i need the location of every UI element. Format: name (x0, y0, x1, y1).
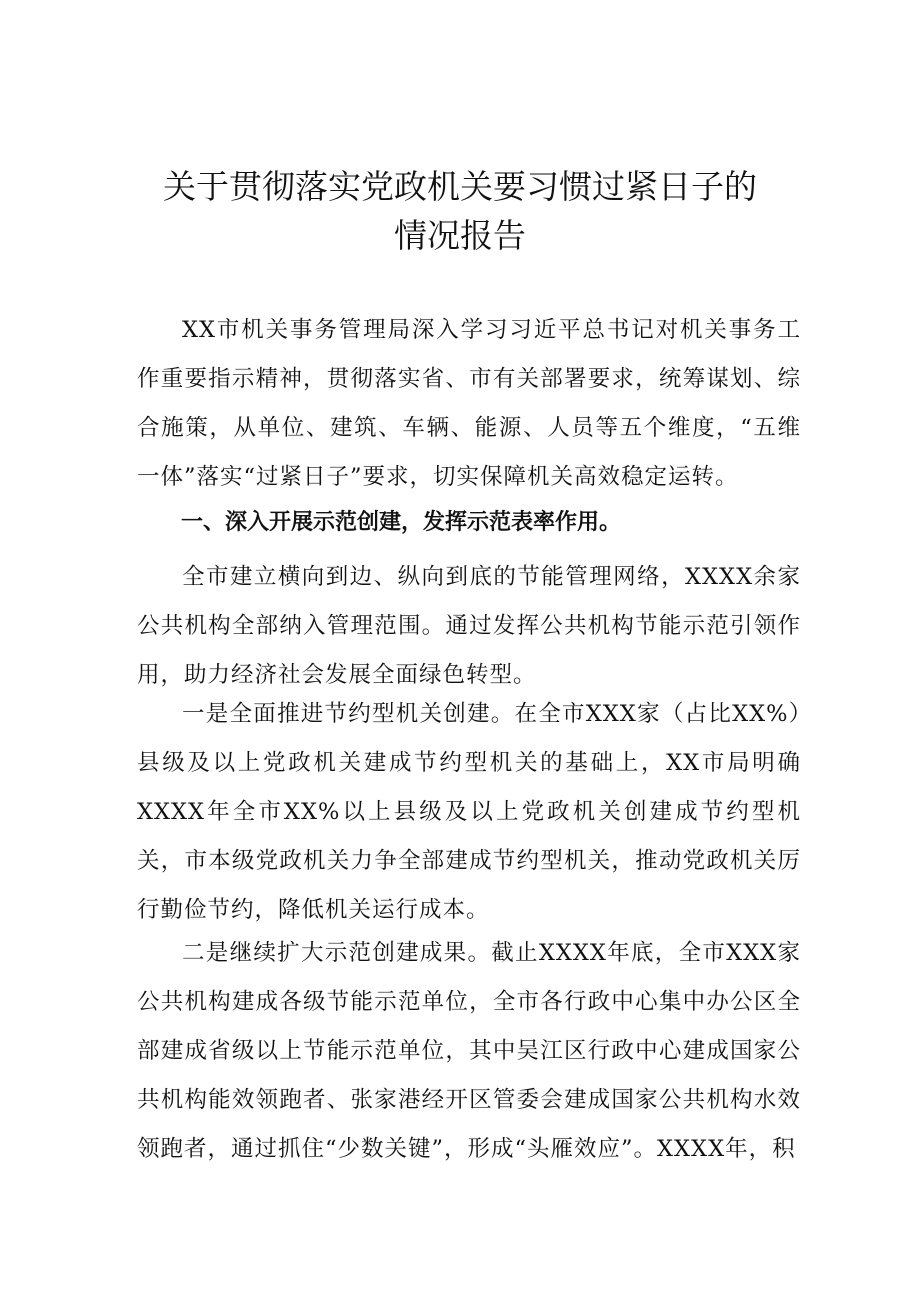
intro-paragraph: XX市机关事务管理局深入学习习近平总书记对机关事务工作重要指示精神，贯彻落实省、市有关部署要求，统筹谋划、综合施策，从单位、建筑、车辆、能源、人员等五个维度，“五维一体”落实“过紧日子”要求，切实保障机关高效稳定运转。 (137, 317, 801, 490)
section-1-paragraph-1: 全市建立横向到边、纵向到底的节能管理网络，XXXX余家公共机构全部纳入管理范围。通过发挥公共机构节能示范引领作用，助力经济社会发展全面绿色转型。 (137, 564, 801, 688)
section-1-paragraph-2: 一是全面推进节约型机关创建。在全市XXX家（占比XX%）县级及以上党政机关建成节约型机关的基础上，XX市局明确XXXX年全市XX%以上县级及以上党政机关创建成节约型机关，市本级党政机关力争全部建成节约型机关，推动党政机关厉行勤俭节约，降低机关运行成本。 (137, 701, 801, 923)
section-heading-1: 一、深入开展示范创建，发挥示范表率作用。 (181, 510, 622, 535)
document-title-line-1: 关于贯彻落实党政机关要习惯过紧日子的 (163, 167, 757, 206)
section-1-paragraph-3: 二是继续扩大示范创建成果。截止XXXX年底，全市XXX家公共机构建成各级节能示范单位，全市各行政中心集中办公区全部建成省级以上节能示范单位，其中吴江区行政中心建成国家公共机构能效领跑者、张家港经开区管委会建成国家公共机构水效领跑者，通过抓住“少数关键”，形成“头雁效应”。XXXX年，积 (137, 940, 801, 1162)
document-title-line-2: 情况报告 (394, 216, 526, 255)
